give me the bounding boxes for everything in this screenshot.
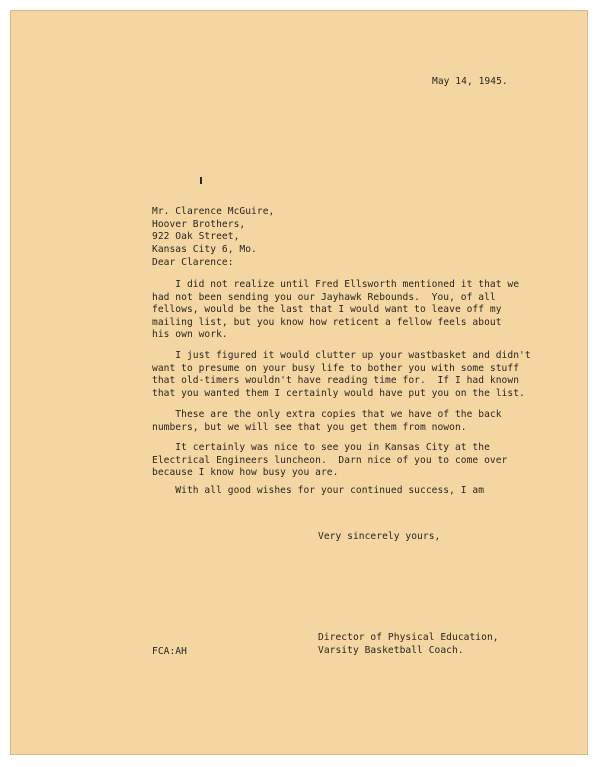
- signature-title: Varsity Basketball Coach.: [318, 645, 464, 656]
- paragraph-1: [152, 279, 542, 342]
- letter-page: [10, 10, 588, 755]
- paragraph-5: [152, 485, 542, 498]
- paragraph-4: [152, 442, 542, 480]
- complimentary-close: Very sincerely yours,: [318, 531, 441, 542]
- text-line: I did not realize until Fred Ellsworth mentioned it that we: [152, 279, 520, 290]
- text-line: fellows, would be the last that I would want to leave off my: [152, 304, 502, 315]
- recipient-address: [152, 206, 274, 256]
- text-line: These are the only extra copies that we have of the back: [152, 409, 502, 420]
- letter-date: May 14, 1945.: [432, 76, 508, 87]
- signature-title: Director of Physical Education,: [318, 632, 499, 643]
- address-line: 922 Oak Street,: [152, 231, 240, 242]
- text-line: his own work.: [152, 329, 228, 340]
- address-line: Kansas City 6, Mo.: [152, 243, 257, 255]
- paragraph-2: [152, 350, 542, 400]
- address-line: Hoover Brothers,: [152, 218, 246, 230]
- paragraph-3: [152, 409, 542, 434]
- text-line: that you wanted them I certainly would have put you on the list.: [152, 387, 525, 399]
- text-line: had not been sending you our Jayhawk Rebounds. You, of all: [152, 291, 496, 303]
- text-line: Electrical Engineers luncheon. Darn nice of you to come over: [152, 454, 508, 466]
- text-line: It certainly was nice to see you in Kansas City at the: [152, 442, 490, 453]
- salutation: Dear Clarence:: [152, 257, 234, 268]
- text-line: want to presume on your busy life to bother you with some stuff: [152, 362, 520, 374]
- text-line: numbers, but we will see that you get them from nowon.: [152, 421, 467, 433]
- address-line: Mr. Clarence McGuire,: [152, 206, 275, 217]
- reference-initials: FCA:AH: [152, 646, 187, 657]
- text-line: With all good wishes for your continued success, I am: [152, 485, 485, 496]
- text-line: mailing list, but you know how reticent a fellow feels about: [152, 316, 502, 328]
- ink-mark: [200, 177, 202, 184]
- text-line: because I know how busy you are.: [152, 467, 339, 478]
- text-line: I just figured it would clutter up your wastbasket and didn't: [152, 350, 531, 361]
- text-line: that old-timers wouldn't have reading time for. If I had known: [152, 375, 520, 386]
